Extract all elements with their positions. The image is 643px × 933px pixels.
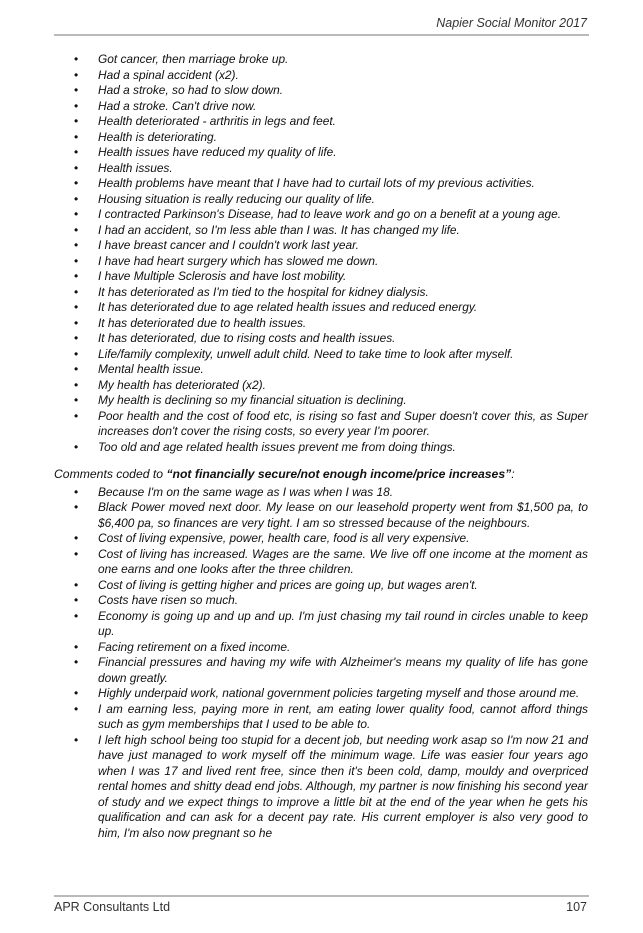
footer-company: APR Consultants Ltd [54, 900, 171, 914]
list-item: • I contracted Parkinson's Disease, had to leave work and go on a benefit at a young age. [54, 207, 588, 223]
list-item: • I left high school being too stupid for a decent job, but needing work asap so I'm now 21 and have just managed to work myself off the minimum wage. Life was easier four years ago when I was 17 and lived rent free, since then it's been cold, damp, mouldy and overpriced rental homes and shitty dead end jobs. Although, my partner is now finishing his second year of study and we expect things to improve a little bit at the end of the year when he gets his qualification and can ask for a decent pay rate. His current employer is also very good to him, I'm also now pregnant so he [54, 733, 588, 842]
list-item: • Financial pressures and having my wife with Alzheimer's means my quality of life has gone down greatly. [54, 655, 588, 686]
list-item: • Health issues have reduced my quality of life. [54, 145, 588, 161]
page-footer [54, 895, 589, 919]
page-number: 107 [566, 900, 587, 914]
list-item: • Mental health issue. [54, 362, 588, 378]
list-item: • Poor health and the cost of food etc, is rising so fast and Super doesn't cover this, as Super increases don't cover the rising costs, so every year I'm poorer. [54, 409, 588, 440]
list-item: • Costs have risen so much. [54, 593, 588, 609]
finance-comments-list [54, 485, 588, 842]
list-item: • I had an accident, so I'm less able than I was. It has changed my life. [54, 223, 588, 239]
health-comments-list [54, 52, 588, 455]
list-item: • Black Power moved next door. My lease on our leasehold property went from $1,500 pa, to $6,400 pa, so finances are very tight. I am so stressed because of the neighbours. [54, 500, 588, 531]
list-item: • It has deteriorated, due to rising costs and health issues. [54, 331, 588, 347]
list-item: • It has deteriorated as I'm tied to the hospital for kidney dialysis. [54, 285, 588, 301]
list-item: • I have had heart surgery which has slowed me down. [54, 254, 588, 270]
list-item: • It has deteriorated due to health issues. [54, 316, 588, 332]
list-item: • Had a stroke. Can't drive now. [54, 99, 588, 115]
section-heading [54, 467, 588, 483]
list-item: • Cost of living expensive, power, health care, food is all very expensive. [54, 531, 588, 547]
list-item: • My health has deteriorated (x2). [54, 378, 588, 394]
page-header [54, 14, 589, 36]
list-item: • My health is declining so my financial situation is declining. [54, 393, 588, 409]
list-item: • Had a stroke, so had to slow down. [54, 83, 588, 99]
header-title: Napier Social Monitor 2017 [436, 16, 587, 30]
list-item: • Economy is going up and up and up. I'm just chasing my tail round in circles unable to keep up. [54, 609, 588, 640]
list-item: • Housing situation is really reducing our quality of life. [54, 192, 588, 208]
section-heading-quoted: “not financially secure/not enough income/price increases” [166, 467, 512, 481]
list-item: • Life/family complexity, unwell adult child. Need to take time to look after myself. [54, 347, 588, 363]
list-item: • Cost of living has increased. Wages are the same. We live off one income at the moment as one earns and one looks after the three children. [54, 547, 588, 578]
list-item: • Highly underpaid work, national government policies targeting myself and those around me. [54, 686, 588, 702]
list-item: • Health issues. [54, 161, 588, 177]
list-item: • Health deteriorated - arthritis in legs and feet. [54, 114, 588, 130]
list-item: • Too old and age related health issues prevent me from doing things. [54, 440, 588, 456]
list-item: • I am earning less, paying more in rent, am eating lower quality food, cannot afford things such as gym memberships that I used to be able to. [54, 702, 588, 733]
section-heading-prefix: Comments coded to [54, 467, 167, 481]
list-item: • Because I'm on the same wage as I was when I was 18. [54, 485, 588, 501]
list-item: • Facing retirement on a fixed income. [54, 640, 588, 656]
page-content [54, 52, 588, 841]
list-item: • I have breast cancer and I couldn't work last year. [54, 238, 588, 254]
list-item: • Health is deteriorating. [54, 130, 588, 146]
list-item: • I have Multiple Sclerosis and have lost mobility. [54, 269, 588, 285]
list-item: • Had a spinal accident (x2). [54, 68, 588, 84]
list-item: • It has deteriorated due to age related health issues and reduced energy. [54, 300, 588, 316]
list-item: • Health problems have meant that I have had to curtail lots of my previous activities. [54, 176, 588, 192]
list-item: • Cost of living is getting higher and prices are going up, but wages aren't. [54, 578, 588, 594]
list-item: • Got cancer, then marriage broke up. [54, 52, 588, 68]
section-heading-suffix: : [511, 467, 515, 481]
